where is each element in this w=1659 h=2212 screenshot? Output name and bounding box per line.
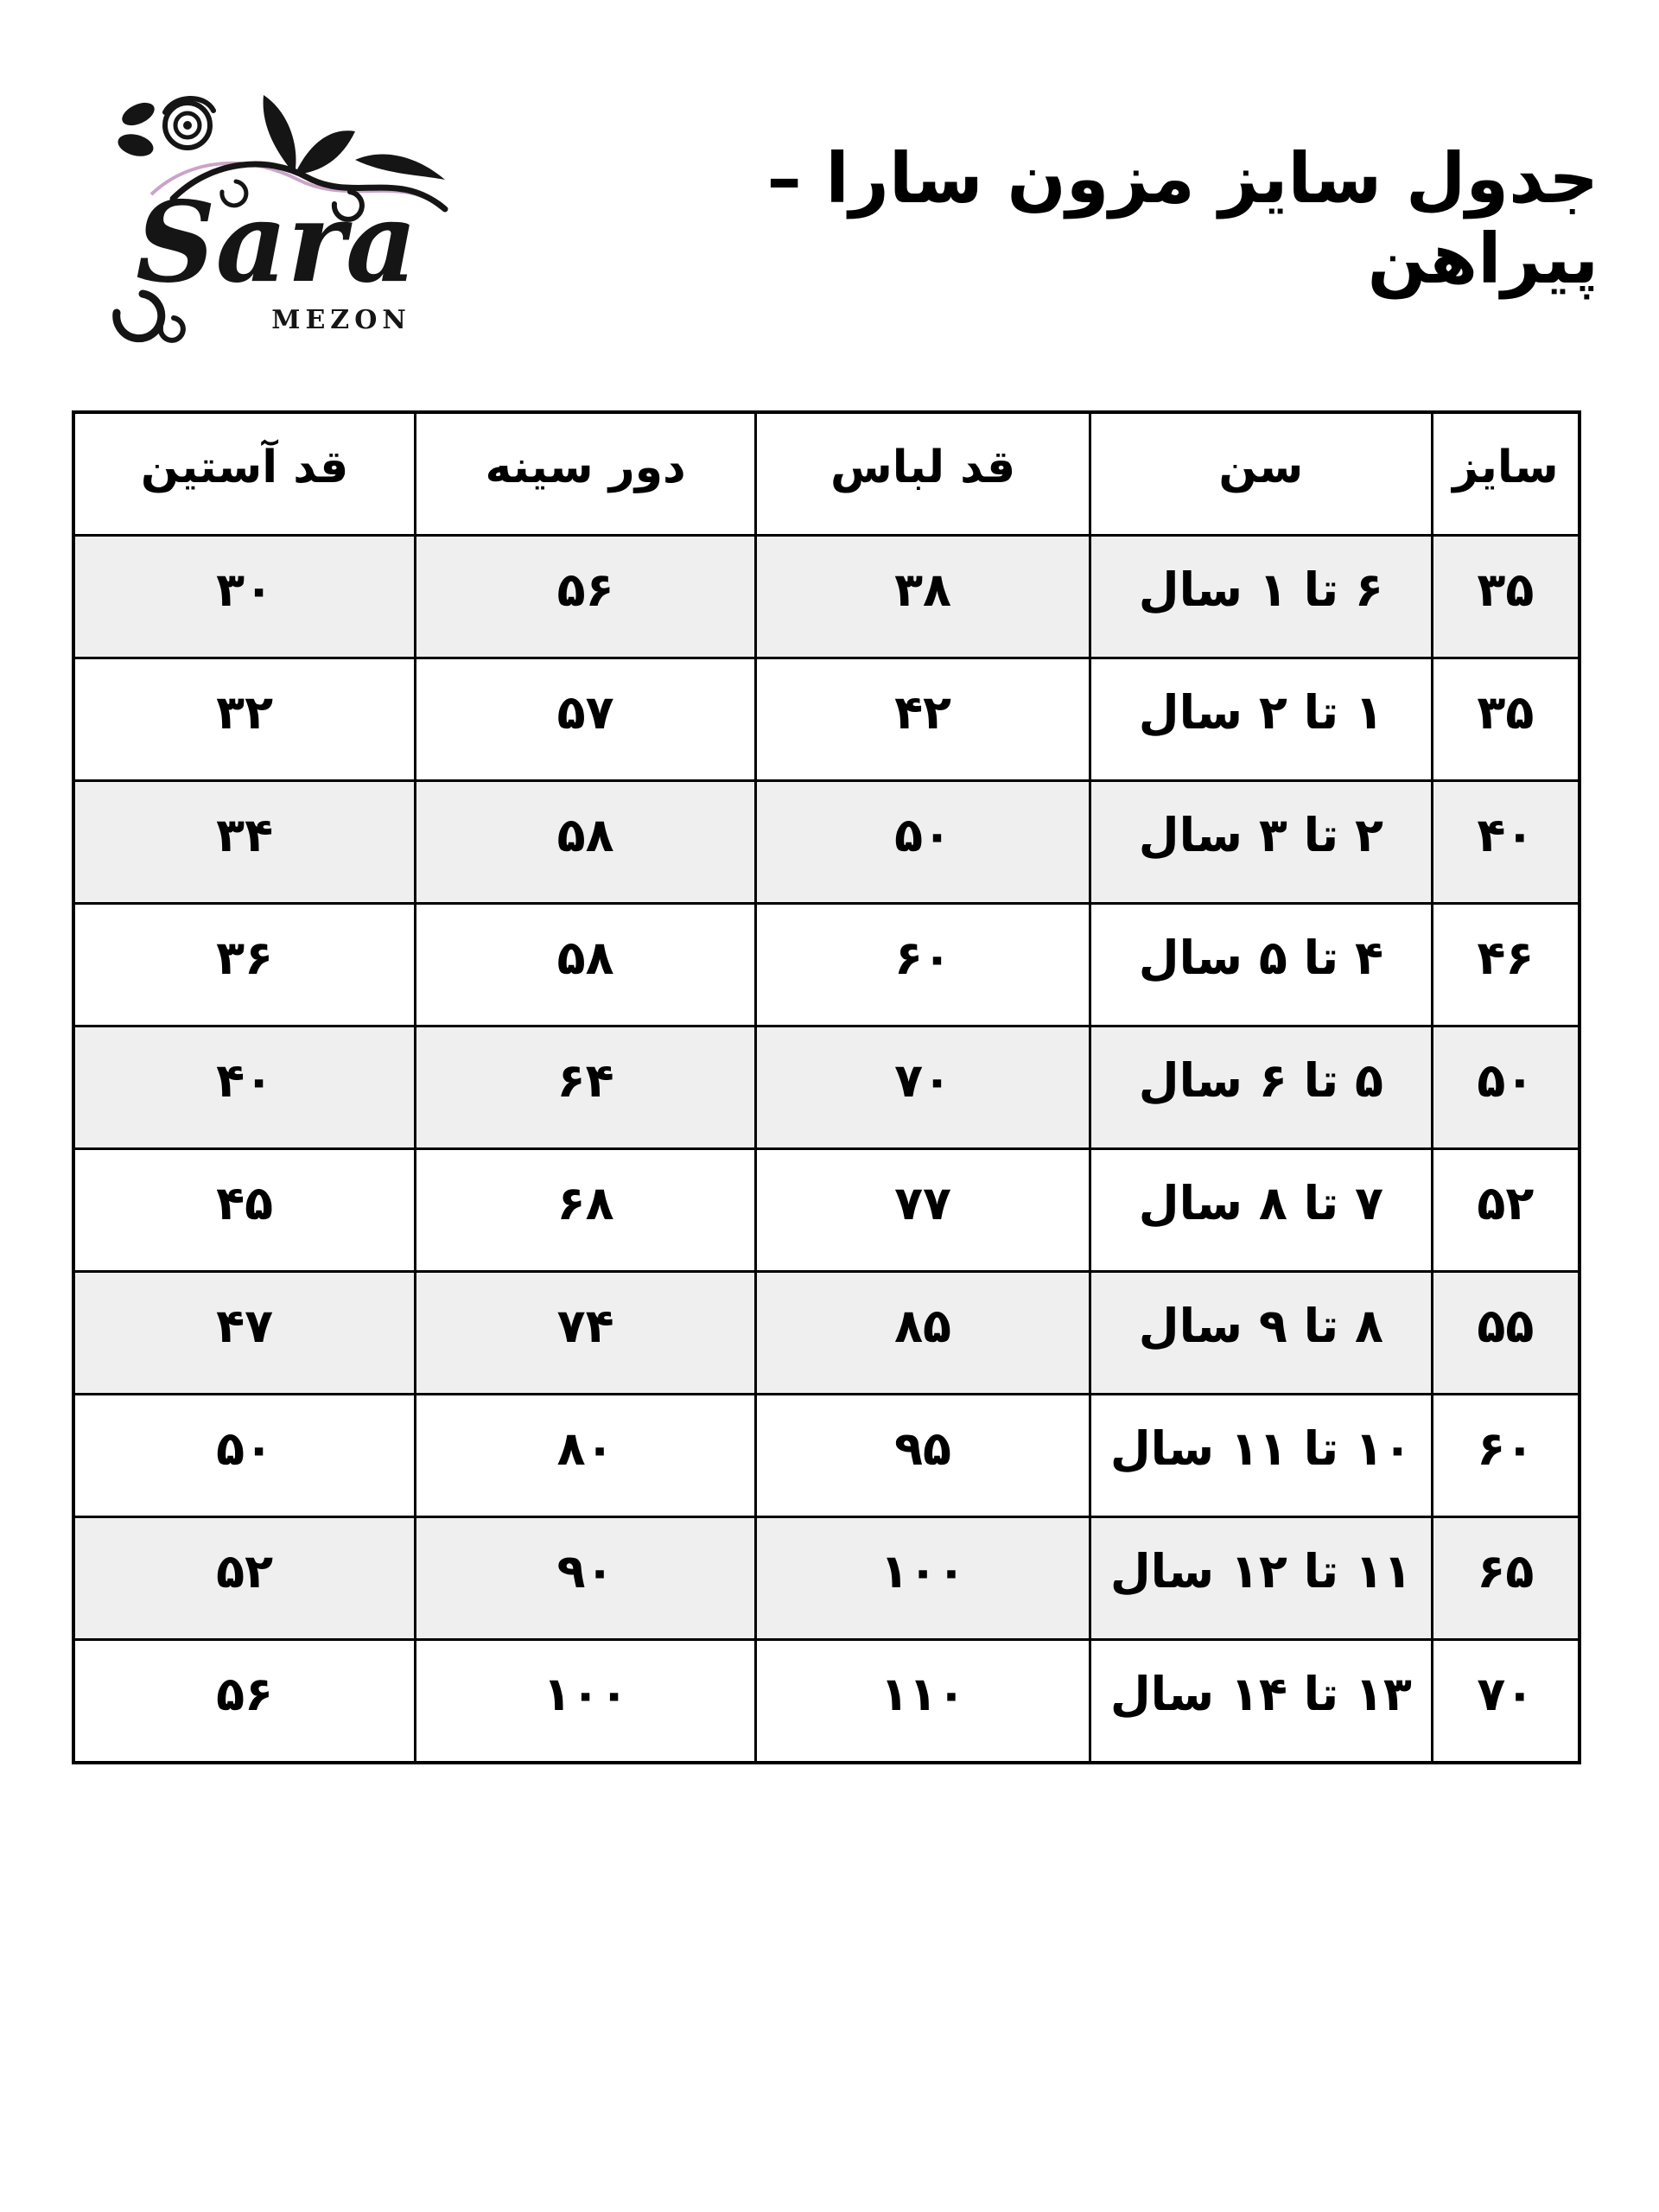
cell-sleeve: ۵۲ [73, 1517, 416, 1640]
table-row [73, 536, 1580, 658]
size-table [72, 410, 1581, 1764]
cell-dress-length: ۵۰ [756, 781, 1090, 904]
cell-age: ۸ تا ۹ سال [1090, 1272, 1433, 1395]
cell-chest: ۵۸ [416, 904, 756, 1027]
cell-dress-length: ۶۰ [756, 904, 1090, 1027]
table-row [73, 658, 1580, 781]
cell-age: ۱۱ تا ۱۲ سال [1090, 1517, 1433, 1640]
column-header-sleeve: قد آستین [73, 412, 416, 536]
cell-sleeve: ۵۶ [73, 1640, 416, 1764]
table-row [73, 1640, 1580, 1764]
cell-chest: ۷۴ [416, 1272, 756, 1395]
cell-chest: ۶۸ [416, 1149, 756, 1272]
table-row [73, 1027, 1580, 1149]
brand-logo [91, 78, 462, 363]
brand-subtitle: MEZON [271, 305, 411, 335]
cell-age: ۱۰ تا ۱۱ سال [1090, 1395, 1433, 1517]
cell-age: ۶ تا ۱ سال [1090, 536, 1433, 658]
cell-dress-length: ۸۵ [756, 1272, 1090, 1395]
cell-sleeve: ۳۲ [73, 658, 416, 781]
flourish-tail [355, 154, 445, 180]
leaf-icon-top [118, 99, 158, 130]
leaf-icon-bottom [116, 130, 156, 160]
cell-size: ۴۰ [1432, 781, 1580, 904]
cell-size: ۵۰ [1432, 1027, 1580, 1149]
cell-age: ۱۳ تا ۱۴ سال [1090, 1640, 1433, 1764]
column-header-size: سایز [1432, 412, 1580, 536]
cell-dress-length: ۳۸ [756, 536, 1090, 658]
cell-age: ۲ تا ۳ سال [1090, 781, 1433, 904]
column-header-age: سن [1090, 412, 1433, 536]
brand-text: Sara [136, 178, 417, 308]
logo-graphic [91, 78, 462, 363]
cell-chest: ۹۰ [416, 1517, 756, 1640]
cell-dress-length: ۷۰ [756, 1027, 1090, 1149]
cell-size: ۳۵ [1432, 536, 1580, 658]
cell-sleeve: ۳۴ [73, 781, 416, 904]
cell-chest: ۶۴ [416, 1027, 756, 1149]
cell-size: ۴۶ [1432, 904, 1580, 1027]
cell-sleeve: ۳۰ [73, 536, 416, 658]
cell-size: ۵۲ [1432, 1149, 1580, 1272]
rose-icon [165, 99, 213, 148]
cell-dress-length: ۴۲ [756, 658, 1090, 781]
cell-dress-length: ۱۰۰ [756, 1517, 1090, 1640]
cell-sleeve: ۴۰ [73, 1027, 416, 1149]
page-title: جدول سایز مزون سارا – پیراهن [766, 138, 1599, 299]
cell-chest: ۵۶ [416, 536, 756, 658]
cell-chest: ۵۷ [416, 658, 756, 781]
cell-dress-length: ۱۱۰ [756, 1640, 1090, 1764]
table-row [73, 904, 1580, 1027]
cell-size: ۶۰ [1432, 1395, 1580, 1517]
table-row [73, 1272, 1580, 1395]
cell-size: ۷۰ [1432, 1640, 1580, 1764]
cell-size: ۵۵ [1432, 1272, 1580, 1395]
table-header-row [73, 412, 1580, 536]
cell-age: ۴ تا ۵ سال [1090, 904, 1433, 1027]
cell-dress-length: ۷۷ [756, 1149, 1090, 1272]
cell-age: ۱ تا ۲ سال [1090, 658, 1433, 781]
cell-chest: ۵۸ [416, 781, 756, 904]
cell-sleeve: ۴۵ [73, 1149, 416, 1272]
cell-size: ۶۵ [1432, 1517, 1580, 1640]
cell-sleeve: ۵۰ [73, 1395, 416, 1517]
cell-chest: ۸۰ [416, 1395, 756, 1517]
table-row [73, 1149, 1580, 1272]
cell-age: ۵ تا ۶ سال [1090, 1027, 1433, 1149]
table-row [73, 781, 1580, 904]
cell-age: ۷ تا ۸ سال [1090, 1149, 1433, 1272]
column-header-dress-length: قد لباس [756, 412, 1090, 536]
cell-sleeve: ۳۶ [73, 904, 416, 1027]
size-table-container [72, 410, 1581, 1764]
cell-chest: ۱۰۰ [416, 1640, 756, 1764]
column-header-chest: دور سینه [416, 412, 756, 536]
flourish-leaf-mid [295, 130, 355, 175]
cell-size: ۳۵ [1432, 658, 1580, 781]
table-row [73, 1395, 1580, 1517]
table-row [73, 1517, 1580, 1640]
cell-dress-length: ۹۵ [756, 1395, 1090, 1517]
cell-sleeve: ۴۷ [73, 1272, 416, 1395]
